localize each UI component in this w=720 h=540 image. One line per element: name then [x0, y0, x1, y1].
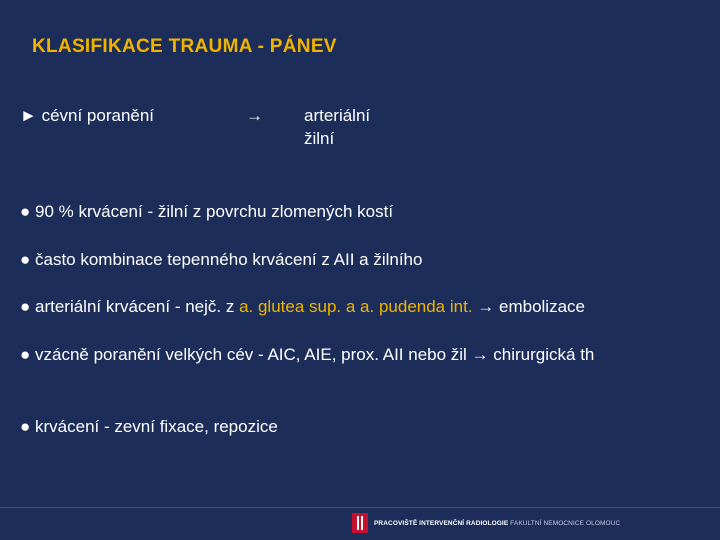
- circle-bullet-icon: ●: [20, 202, 35, 221]
- bullet-text: vzácně poranění velkých cév - AIC, AIE, prox. AII nebo žil → chirurgická th: [35, 345, 595, 364]
- vascular-injury-label: cévní poranění: [41, 106, 155, 125]
- footer-department: PRACOVIŠTĚ INTERVENČNÍ RADIOLOGIE: [374, 519, 509, 527]
- footer-text: [374, 520, 620, 527]
- bullet-item: [20, 417, 278, 437]
- triangle-bullet-icon: ►: [20, 106, 42, 125]
- fnol-logo-icon: [352, 513, 368, 533]
- bullet-text-after: → embolizace: [472, 297, 585, 316]
- bullet-item: [20, 250, 422, 270]
- circle-bullet-icon: ●: [20, 297, 35, 316]
- bullet-item: [20, 345, 594, 365]
- footer-divider: [0, 507, 720, 508]
- bullet-text: často kombinace tepenného krvácení z AII a žilního: [35, 250, 423, 269]
- circle-bullet-icon: ●: [20, 250, 35, 269]
- type-arterial: arteriální: [304, 106, 371, 125]
- vascular-injury-item: [20, 106, 154, 126]
- circle-bullet-icon: ●: [20, 417, 35, 436]
- footer-hospital: FAKULTNÍ NEMOCNICE OLOMOUC: [508, 519, 621, 527]
- bullet-text: arteriální krvácení - nejč. z: [35, 297, 240, 316]
- bullet-text: 90 % krvácení - žilní z povrchu zlomených kostí: [35, 202, 394, 221]
- footer: [352, 513, 620, 533]
- slide-title: KLASIFIKACE TRAUMA - PÁNEV: [32, 36, 337, 57]
- highlighted-arteries: a. glutea sup. a a. pudenda int.: [239, 297, 473, 316]
- type-venous: žilní: [304, 129, 335, 148]
- circle-bullet-icon: ●: [20, 345, 35, 364]
- bullet-text: krvácení - zevní fixace, repozice: [35, 417, 278, 436]
- bullet-item: [20, 297, 585, 317]
- right-arrow-icon: →: [246, 106, 263, 125]
- bullet-item: [20, 202, 393, 222]
